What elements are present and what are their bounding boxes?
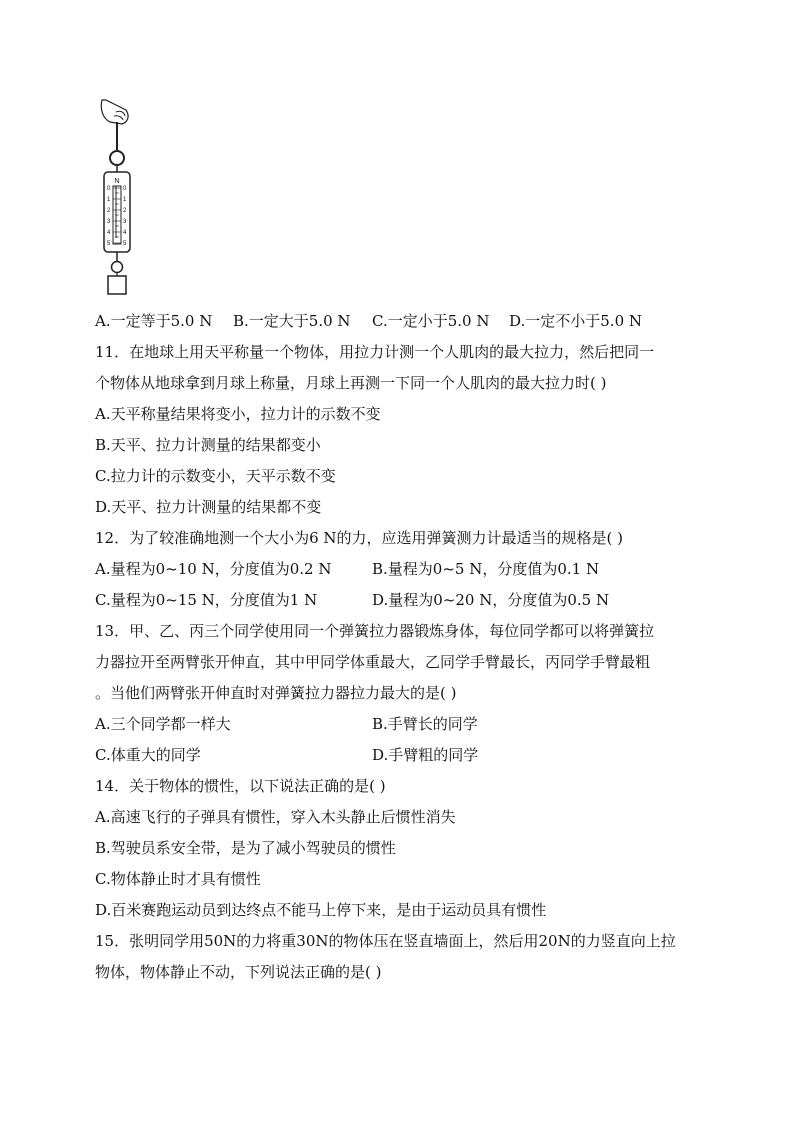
weight-block	[108, 276, 126, 294]
q10-option-d[interactable]: D.一定不小于5.0 N	[509, 312, 643, 330]
scale-number-left: 1	[107, 197, 111, 203]
scale-number-right: 4	[123, 230, 127, 236]
q14-option-c[interactable]: C.物体静止时才具有惯性	[95, 870, 261, 888]
top-ring	[110, 151, 124, 165]
scale-ticks	[113, 188, 121, 243]
q14-option-b[interactable]: B.驾驶员系安全带，是为了减小驾驶员的惯性	[95, 839, 396, 857]
bottom-ring	[112, 262, 123, 273]
q12-option-d[interactable]: D.量程为0~20 N，分度值为0.5 N	[372, 591, 610, 609]
q11-option-a[interactable]: A.天平称量结果将变小，拉力计的示数不变	[95, 405, 381, 423]
q13-option-c[interactable]: C.体重大的同学	[95, 746, 201, 764]
q13-option-b[interactable]: B.手臂长的同学	[372, 715, 478, 733]
scale-number-left: 3	[107, 219, 111, 225]
q13-stem-line-1: 13．甲、乙、丙三个同学使用同一个弹簧拉力器锻炼身体，每位同学都可以将弹簧拉	[95, 622, 655, 640]
q13-stem-line-3: 。当他们两臂张开伸直时对弹簧拉力器拉力最大的是( )	[95, 684, 457, 702]
scale-number-right: 1	[123, 197, 127, 203]
spring-scale-figure	[92, 98, 142, 298]
q13-option-a[interactable]: A.三个同学都一样大	[95, 715, 231, 733]
q14-option-a[interactable]: A.高速飞行的子弹具有惯性，穿入木头静止后惯性消失	[95, 808, 456, 826]
q15-stem-line-2: 物体，物体静止不动，下列说法正确的是( )	[95, 963, 382, 981]
scale-number-right: 3	[123, 219, 127, 225]
q11-option-d[interactable]: D.天平、拉力计测量的结果都不变	[95, 498, 322, 516]
q12-option-b[interactable]: B.量程为0~5 N，分度值为0.1 N	[372, 560, 600, 578]
q14-stem: 14．关于物体的惯性，以下说法正确的是( )	[95, 777, 386, 795]
q11-option-b[interactable]: B.天平、拉力计测量的结果都变小	[95, 436, 321, 454]
q12-stem: 12．为了较准确地测一个大小为6 N的力，应选用弹簧测力计最适当的规格是( )	[95, 529, 623, 547]
unit-label: N	[114, 178, 120, 185]
scale-number-left: 4	[107, 230, 111, 236]
q11-stem-line-1: 11．在地球上用天平称量一个物体，用拉力计测一个人肌肉的最大拉力，然后把同一	[95, 343, 655, 361]
scale-number-left: 0	[107, 186, 111, 192]
q11-stem-line-2: 个物体从地球拿到月球上称量，月球上再测一下同一个人肌肉的最大拉力时( )	[95, 374, 607, 392]
q10-option-a[interactable]: A.一定等于5.0 N	[95, 312, 213, 330]
scale-number-right: 0	[123, 186, 127, 192]
scale-number-right: 5	[123, 241, 127, 247]
hand-illustration	[101, 100, 128, 124]
scale-number-right: 2	[123, 208, 127, 214]
q14-option-d[interactable]: D.百米赛跑运动员到达终点不能马上停下来，是由于运动员具有惯性	[95, 901, 547, 919]
q13-option-d[interactable]: D.手臂粗的同学	[372, 746, 479, 764]
scale-number-left: 5	[107, 241, 111, 247]
q12-option-a[interactable]: A.量程为0~10 N，分度值为0.2 N	[95, 560, 332, 578]
q13-stem-line-2: 力器拉开至两臂张开伸直，其中甲同学体重最大，乙同学手臂最长，丙同学手臂最粗	[95, 653, 651, 671]
scale-number-left: 2	[107, 208, 111, 214]
q12-option-c[interactable]: C.量程为0~15 N，分度值为1 N	[95, 591, 318, 609]
q10-option-c[interactable]: C.一定小于5.0 N	[372, 312, 490, 330]
q15-stem-line-1: 15．张明同学用50N的力将重30N的物体压在竖直墙面上，然后用20N的力竖直向上拉	[95, 932, 676, 950]
q11-option-c[interactable]: C.拉力计的示数变小，天平示数不变	[95, 467, 336, 485]
q10-option-b[interactable]: B.一定大于5.0 N	[233, 312, 351, 330]
